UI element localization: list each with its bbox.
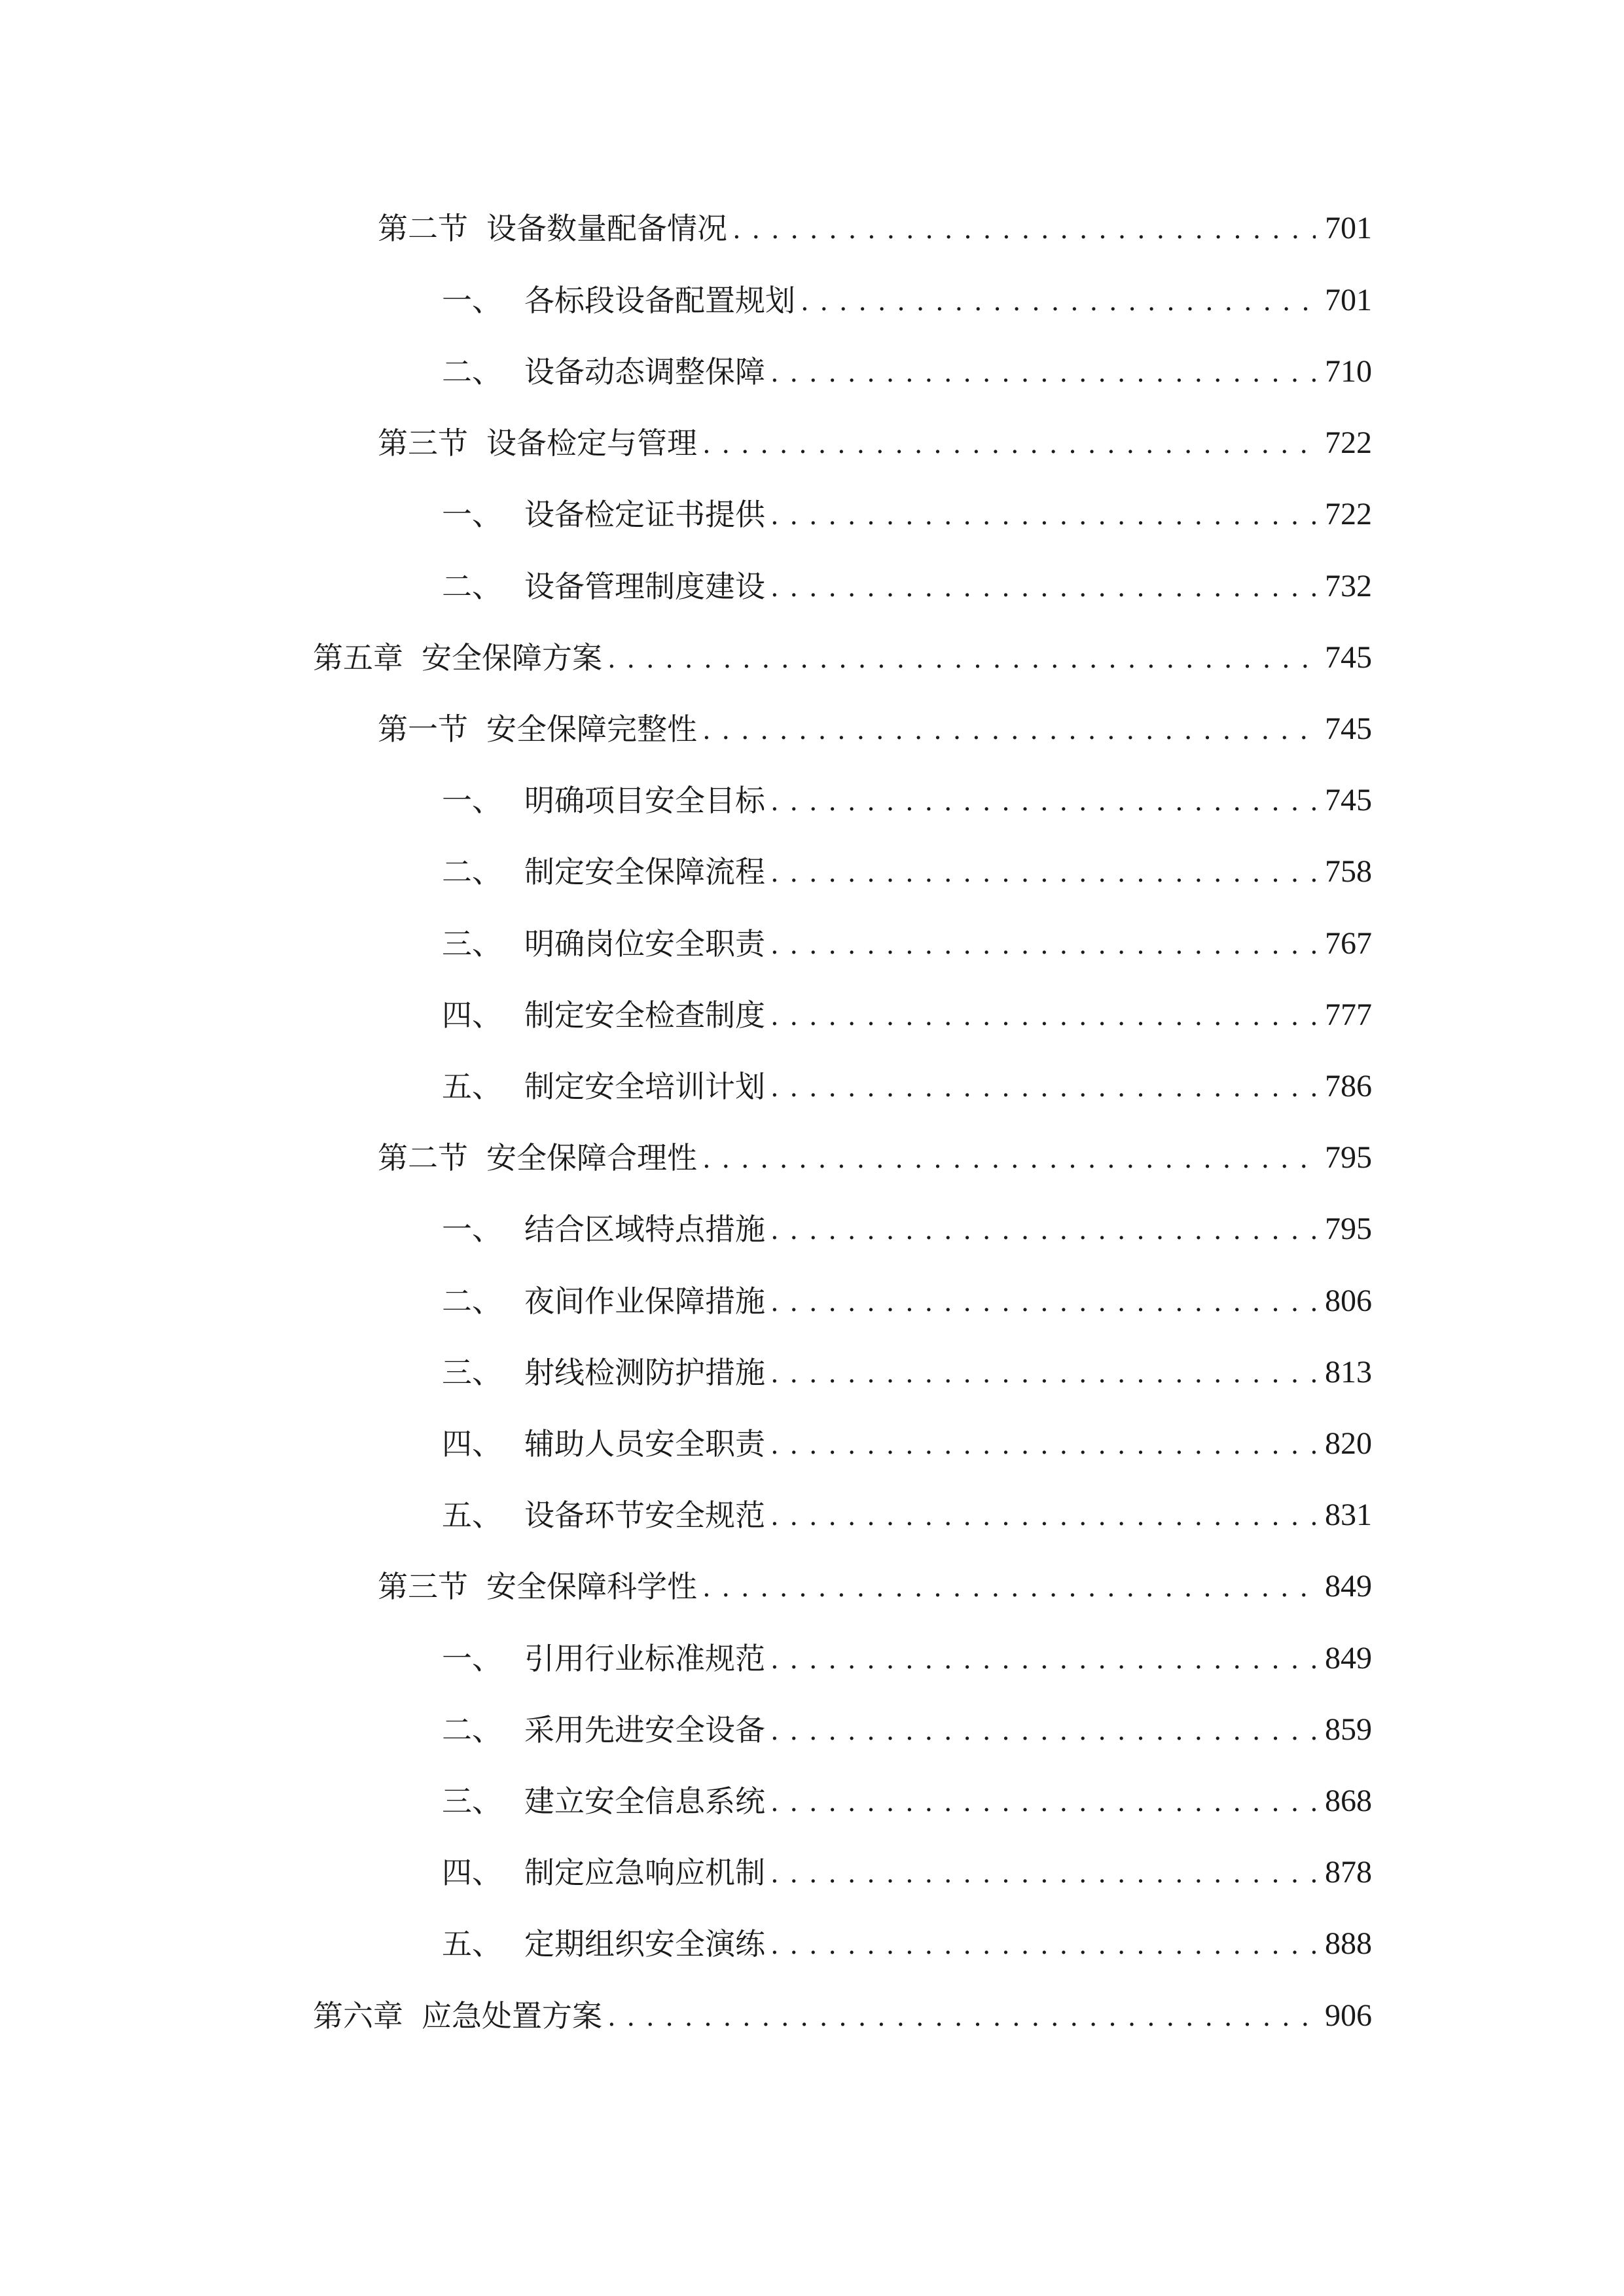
dot-leader xyxy=(770,1210,1316,1249)
dot-leader xyxy=(770,1710,1316,1749)
toc-entry-item[interactable] xyxy=(442,1846,1372,1899)
entry-title: 辅助人员安全职责 xyxy=(524,1426,765,1462)
toc-entry-item[interactable] xyxy=(442,274,1372,327)
entry-page-number: 878 xyxy=(1325,1855,1372,1890)
entry-page-number: 806 xyxy=(1325,1283,1372,1318)
entry-title: 安全保障完整性 xyxy=(486,711,697,747)
dot-leader xyxy=(702,709,1316,749)
toc-entry-section[interactable] xyxy=(378,417,1372,469)
entry-page-number: 701 xyxy=(1325,283,1372,317)
entry-title: 安全保障科学性 xyxy=(486,1569,697,1604)
entry-title: 建立安全信息系统 xyxy=(524,1784,765,1819)
dot-leader xyxy=(770,924,1316,963)
dot-leader xyxy=(702,1567,1316,1606)
toc-entry-item[interactable] xyxy=(442,560,1372,613)
toc-entry-item[interactable] xyxy=(442,1918,1372,1970)
entry-number: 第二节 xyxy=(378,211,468,246)
entry-page-number: 849 xyxy=(1325,1641,1372,1676)
entry-title: 结合区域特点措施 xyxy=(524,1211,765,1247)
dot-leader xyxy=(770,567,1316,606)
toc-entry-item[interactable] xyxy=(442,1060,1372,1113)
dot-leader xyxy=(770,1853,1316,1892)
dot-leader xyxy=(770,1639,1316,1678)
entry-title: 各标段设备配置规划 xyxy=(524,283,795,318)
toc-entry-item[interactable] xyxy=(442,346,1372,398)
dot-leader xyxy=(770,495,1316,534)
entry-title: 设备环节安全规范 xyxy=(524,1498,765,1533)
entry-number: 五、 xyxy=(442,1498,502,1533)
entry-number: 三、 xyxy=(442,1784,502,1819)
dot-leader xyxy=(702,423,1316,463)
dot-leader xyxy=(770,1424,1316,1463)
dot-leader xyxy=(770,1924,1316,1964)
entry-title: 制定应急响应机制 xyxy=(524,1855,765,1890)
entry-title: 安全保障方案 xyxy=(422,640,602,675)
toc-entry-item[interactable] xyxy=(442,1632,1372,1685)
entry-page-number: 831 xyxy=(1325,1498,1372,1532)
entry-title: 夜间作业保障措施 xyxy=(524,1283,765,1319)
toc-entry-item[interactable] xyxy=(442,989,1372,1041)
entry-number: 二、 xyxy=(442,354,502,389)
dot-leader xyxy=(801,281,1316,320)
entry-page-number: 786 xyxy=(1325,1069,1372,1103)
entry-number: 第三节 xyxy=(378,425,468,461)
dot-leader xyxy=(770,1496,1316,1535)
entry-number: 二、 xyxy=(442,1283,502,1319)
toc-entry-section[interactable] xyxy=(378,202,1372,255)
entry-page-number: 795 xyxy=(1325,1211,1372,1246)
entry-title: 明确项目安全目标 xyxy=(524,783,765,818)
toc-entry-section[interactable] xyxy=(378,1132,1372,1184)
entry-page-number: 710 xyxy=(1325,354,1372,389)
entry-number: 第五章 xyxy=(313,640,403,675)
dot-leader xyxy=(607,638,1316,677)
entry-number: 一、 xyxy=(442,1211,502,1247)
entry-number: 二、 xyxy=(442,569,502,604)
entry-number: 一、 xyxy=(442,283,502,318)
toc-entry-item[interactable] xyxy=(442,846,1372,898)
toc-entry-item[interactable] xyxy=(442,1275,1372,1327)
entry-number: 五、 xyxy=(442,1069,502,1104)
dot-leader xyxy=(702,1138,1316,1177)
entry-number: 一、 xyxy=(442,497,502,532)
entry-number: 五、 xyxy=(442,1926,502,1962)
entry-number: 一、 xyxy=(442,783,502,818)
toc-entry-item[interactable] xyxy=(442,488,1372,541)
dot-leader xyxy=(732,209,1316,248)
entry-title: 制定安全保障流程 xyxy=(524,854,765,889)
entry-title: 设备检定与管理 xyxy=(486,425,697,461)
entry-page-number: 722 xyxy=(1325,425,1372,460)
entry-page-number: 722 xyxy=(1325,497,1372,531)
toc-entry-item[interactable] xyxy=(442,774,1372,827)
entry-page-number: 820 xyxy=(1325,1426,1372,1461)
dot-leader xyxy=(770,996,1316,1035)
entry-page-number: 795 xyxy=(1325,1140,1372,1175)
entry-number: 第一节 xyxy=(378,711,468,747)
dot-leader xyxy=(770,781,1316,820)
entry-number: 四、 xyxy=(442,997,502,1033)
entry-title: 应急处置方案 xyxy=(422,1998,602,2034)
entry-page-number: 906 xyxy=(1325,1998,1372,2033)
toc-entry-item[interactable] xyxy=(442,1704,1372,1756)
entry-page-number: 849 xyxy=(1325,1569,1372,1604)
entry-number: 四、 xyxy=(442,1426,502,1462)
entry-page-number: 767 xyxy=(1325,926,1372,961)
entry-title: 射线检测防护措施 xyxy=(524,1355,765,1390)
toc-entry-section[interactable] xyxy=(378,703,1372,755)
dot-leader xyxy=(770,1282,1316,1321)
entry-page-number: 745 xyxy=(1325,711,1372,746)
dot-leader xyxy=(770,1782,1316,1821)
entry-title: 设备数量配备情况 xyxy=(486,211,727,246)
entry-number: 第二节 xyxy=(378,1140,468,1175)
entry-number: 一、 xyxy=(442,1641,502,1676)
dot-leader xyxy=(770,852,1316,891)
toc-entry-item[interactable] xyxy=(442,1203,1372,1255)
entry-title: 定期组织安全演练 xyxy=(524,1926,765,1962)
entry-title: 制定安全检查制度 xyxy=(524,997,765,1033)
entry-page-number: 813 xyxy=(1325,1355,1372,1390)
dot-leader xyxy=(770,1067,1316,1106)
entry-title: 设备动态调整保障 xyxy=(524,354,765,389)
entry-page-number: 745 xyxy=(1325,640,1372,675)
toc-entry-chapter[interactable] xyxy=(313,632,1372,684)
entry-number: 二、 xyxy=(442,854,502,889)
entry-number: 四、 xyxy=(442,1855,502,1890)
entry-page-number: 701 xyxy=(1325,211,1372,245)
entry-page-number: 745 xyxy=(1325,783,1372,817)
dot-leader xyxy=(770,1353,1316,1392)
entry-number: 三、 xyxy=(442,926,502,961)
entry-page-number: 859 xyxy=(1325,1712,1372,1747)
entry-page-number: 732 xyxy=(1325,569,1372,603)
toc-entry-item[interactable] xyxy=(442,1775,1372,1827)
entry-number: 第六章 xyxy=(313,1998,403,2034)
entry-title: 安全保障合理性 xyxy=(486,1140,697,1175)
toc-entry-chapter[interactable] xyxy=(313,1990,1372,2042)
entry-number: 第三节 xyxy=(378,1569,468,1604)
entry-title: 制定安全培训计划 xyxy=(524,1069,765,1104)
entry-page-number: 888 xyxy=(1325,1926,1372,1961)
dot-leader xyxy=(770,352,1316,391)
entry-page-number: 868 xyxy=(1325,1784,1372,1818)
entry-title: 设备检定证书提供 xyxy=(524,497,765,532)
entry-title: 设备管理制度建设 xyxy=(524,569,765,604)
entry-title: 采用先进安全设备 xyxy=(524,1712,765,1748)
toc-entry-item[interactable] xyxy=(442,918,1372,970)
entry-number: 二、 xyxy=(442,1712,502,1748)
toc-entry-item[interactable] xyxy=(442,1418,1372,1470)
entry-title: 明确岗位安全职责 xyxy=(524,926,765,961)
entry-number: 三、 xyxy=(442,1355,502,1390)
toc-entry-section[interactable] xyxy=(378,1560,1372,1613)
dot-leader xyxy=(607,1996,1316,2036)
entry-page-number: 777 xyxy=(1325,997,1372,1032)
toc-entry-item[interactable] xyxy=(442,1489,1372,1541)
toc-entry-item[interactable] xyxy=(442,1346,1372,1399)
entry-page-number: 758 xyxy=(1325,854,1372,889)
entry-title: 引用行业标准规范 xyxy=(524,1641,765,1676)
